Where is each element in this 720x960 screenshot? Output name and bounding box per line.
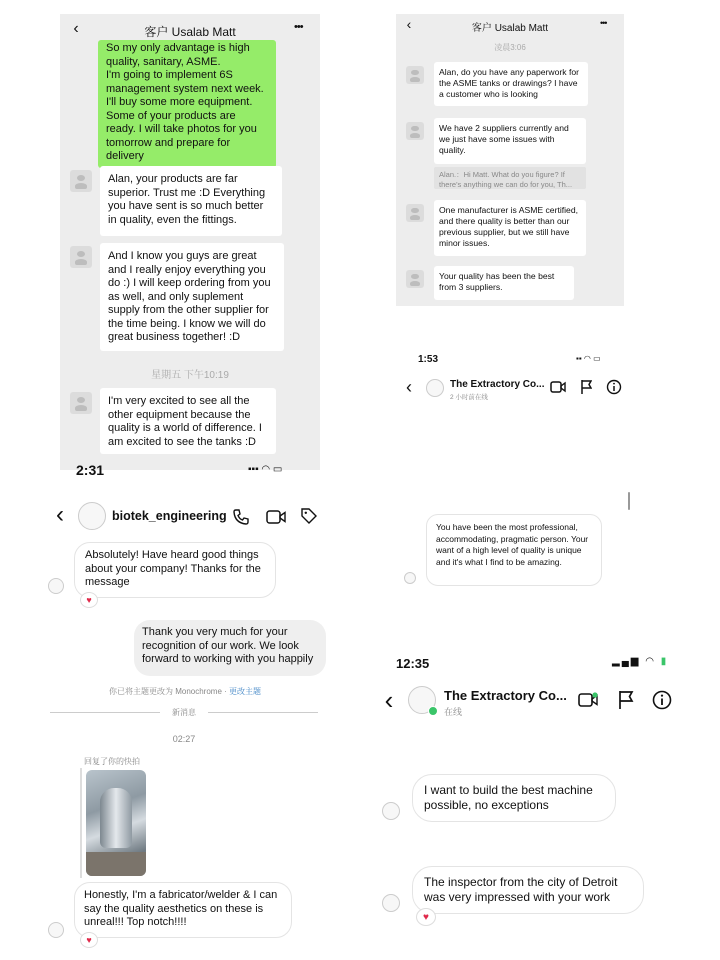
sender-avatar[interactable] [382,802,400,820]
sender-avatar[interactable] [48,578,64,594]
wechat-chat-panel-left [60,14,320,470]
new-messages-label: 新消息 [172,708,196,717]
video-call-icon[interactable] [550,380,566,394]
instagram-chat-panel-left [40,462,340,960]
floor-shape [86,852,146,876]
message-bubble-received: The inspector from the city of Detroit was very impressed with your work [412,866,644,914]
profile-avatar[interactable] [78,502,106,530]
online-status: 2 小时前在线 [450,394,488,401]
status-icons: ▪▪ ◠ ▭ [576,354,601,363]
heart-reaction-icon[interactable]: ♥ [80,592,98,608]
message-bubble-received: Alan, do you have any paperwork for the ASME tanks or drawings? I have a customer who is looking [434,62,588,106]
theme-notice-text: 你已将主题更改为 Monochrome · [108,687,230,696]
tag-icon[interactable] [300,507,318,525]
message-bubble-received: I want to build the best machine possible, no exceptions [412,774,616,822]
scroll-indicator[interactable] [628,492,630,510]
avatar[interactable] [406,270,424,288]
flag-icon[interactable] [618,690,634,710]
message-timestamp: 02:27 [172,734,196,744]
avatar[interactable] [406,122,424,140]
story-image[interactable] [86,770,146,876]
divider [208,712,318,713]
more-options-icon[interactable]: ••• [294,21,303,33]
status-icons: ▂▄▆ ◠ ▮ [612,656,669,667]
phone-call-icon[interactable] [232,508,250,526]
message-bubble-received: Absolutely! Have heard good things about your company! Thanks for the message [74,542,276,598]
theme-notice [60,686,310,697]
divider [50,712,160,713]
contact-name[interactable]: The Extractory Co... [450,379,545,390]
tank-shape [100,788,132,848]
more-options-icon[interactable]: ••• [600,18,607,28]
replied-story-label: 回复了你的快拍 [84,757,140,766]
info-icon[interactable] [606,379,622,395]
info-icon[interactable] [652,690,672,710]
message-bubble-received: Alan, your products are far superior. Trust me :D Everything you have sent is so much better in quality, even the fittings. [100,166,282,236]
change-theme-link[interactable]: 更改主题 [229,687,262,696]
message-bubble-sent: So my only advantage is high quality, sanitary, ASME. I'm going to implement 6S management system next week. I'll buy some more equipment. Some of your products are ready. I will take photos for you tomorrow and prepare for delivery [98,40,276,168]
instagram-chat-panel-mid [392,346,632,606]
video-call-icon[interactable] [578,692,598,708]
sender-avatar[interactable] [382,894,400,912]
instagram-chat-panel-bottom [370,644,700,944]
back-chevron-icon[interactable]: ‹ [406,376,412,397]
status-time: 2:31 [76,462,105,478]
message-bubble-received: We have 2 suppliers currently and we just have some issues with quality. [434,118,586,164]
message-bubble-received: Your quality has been the best from 3 suppliers. [434,266,574,300]
avatar[interactable] [70,170,92,192]
message-timestamp: 凌晨3:06 [494,43,526,52]
avatar[interactable] [406,204,424,222]
status-time: 12:35 [396,656,430,671]
back-chevron-icon[interactable]: ‹ [73,20,79,37]
status-icons: ▪▪▪ ◠ ▭ [248,464,283,475]
back-chevron-icon[interactable]: ‹ [406,16,412,32]
wechat-chat-panel-right [396,14,624,306]
message-bubble-received: One manufacturer is ASME certified, and there quality is better than our previous supplier, but we still have minor issues. [434,200,586,256]
back-chevron-icon[interactable]: ‹ [384,684,394,715]
message-bubble-received: I'm very excited to see all the other equipment because the quality is a world of difference. I am excited to see the tanks :D [100,388,276,454]
online-status: 在线 [444,707,463,717]
chat-title: 客户 Usalab Matt [144,25,236,39]
heart-reaction-icon[interactable]: ♥ [80,932,98,948]
contact-name[interactable]: biotek_engineering [112,509,227,523]
status-time: 1:53 [418,354,439,365]
heart-reaction-icon[interactable]: ♥ [416,908,436,926]
sender-avatar[interactable] [404,572,416,584]
avatar[interactable] [406,66,424,84]
message-timestamp: 星期五 下午10:19 [151,370,229,381]
avatar[interactable] [70,392,92,414]
message-bubble-received: You have been the most professional, accommodating, pragmatic person. Your want of a high level of quality is unique and it's what I find to be amazing. [426,514,602,586]
online-dot [428,706,438,716]
message-bubble-received: Honestly, I'm a fabricator/welder & I can say the quality aesthetics on these is unreal!!! Top notch!!!! [74,882,292,938]
message-bubble-received: And I know you guys are great and I really enjoy everything you do :) I will keep ordering from you as well, and only suplement supply from the other supplier for the time being. I know we will do great business together! :D [100,243,284,351]
back-chevron-icon[interactable]: ‹ [56,501,64,528]
reply-quote-bar [80,768,82,878]
sender-avatar[interactable] [48,922,64,938]
chat-title: 客户 Usalab Matt [471,23,549,34]
contact-name[interactable]: The Extractory Co... [444,688,567,703]
flag-icon[interactable] [580,379,592,395]
profile-avatar[interactable] [426,379,444,397]
message-bubble-sent: Thank you very much for your recognition of our work. We look forward to working with you happily [134,620,326,676]
quoted-message[interactable]: Alan.：Hi Matt. What do you figure? If there's anything we can do for you, Th... [434,167,586,189]
avatar[interactable] [70,246,92,268]
video-call-icon[interactable] [266,509,286,525]
